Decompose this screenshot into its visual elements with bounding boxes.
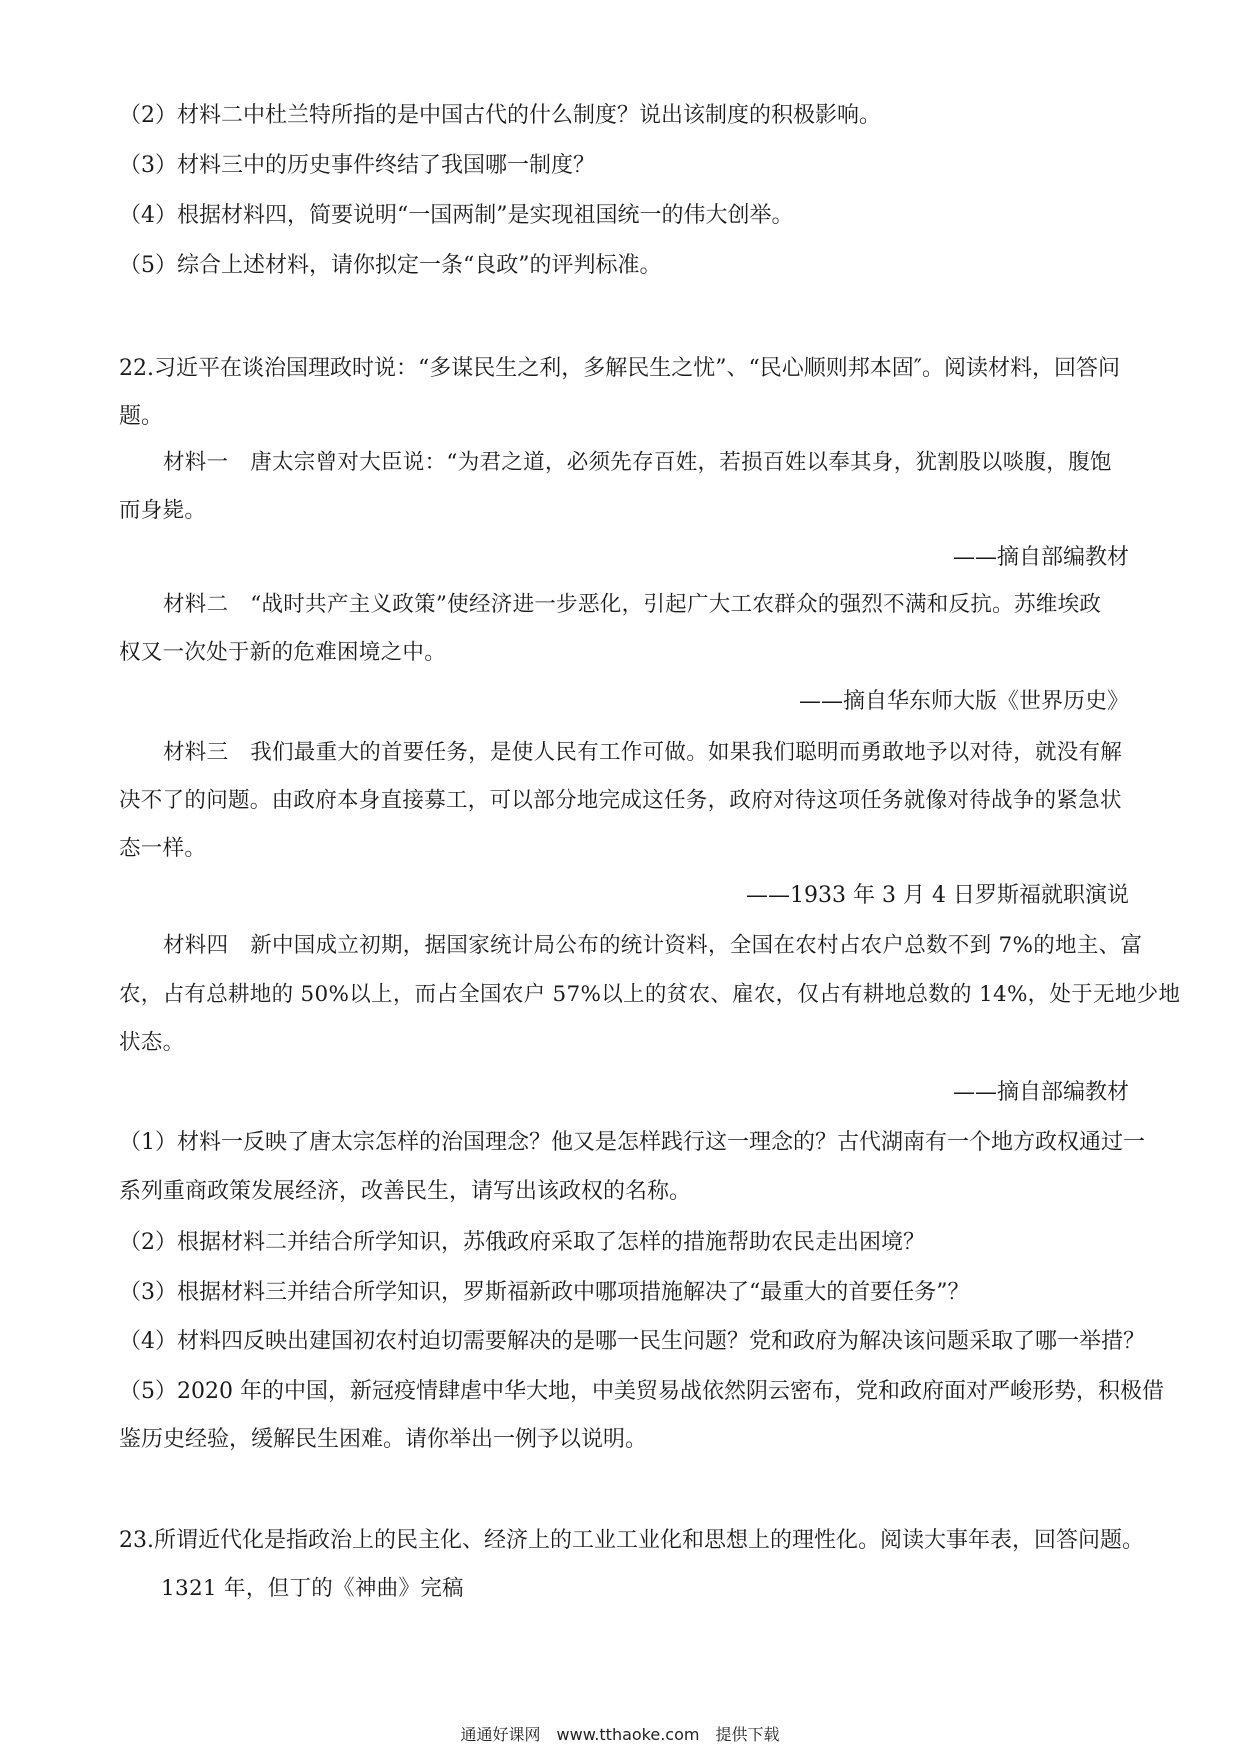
q21-subquestion-4: （4）根据材料四，简要说明“一国两制”是实现祖国统一的伟大创举。 bbox=[119, 203, 794, 228]
q22-material-4-cont: 农，占有总耕地的 50%以上，而占全国农户 57%以上的贫农、雇农，仅占有耕地总数的 14%，处于无地少地 bbox=[119, 982, 1181, 1007]
q22-material-2-source: ——摘自华东师大版《世界历史》 bbox=[798, 689, 1129, 714]
q22-stem-cont: 题。 bbox=[119, 404, 164, 429]
page-footer: 通通好课网 www.tthaoke.com 提供下载 bbox=[460, 1725, 780, 1744]
q21-subquestion-2: （2）材料二中杜兰特所指的是中国古代的什么制度？说出该制度的积极影响。 bbox=[119, 103, 881, 128]
q21-subquestion-3: （3）材料三中的历史事件终结了我国哪一制度？ bbox=[119, 153, 595, 178]
q22-subquestion-5: （5）2020 年的中国，新冠疫情肆虐中华大地，中美贸易战依然阴云密布，党和政府面对严峻形势，积极借 bbox=[119, 1379, 1164, 1404]
q22-material-1: 材料一 唐太宗曾对大臣说：“为君之道，必须先存百姓，若损百姓以奉其身，犹割股以啖腹，腹饱 bbox=[163, 450, 1112, 475]
q22-material-3-cont2: 态一样。 bbox=[119, 836, 207, 861]
q23-event: 1321 年，但丁的《神曲》完稿 bbox=[161, 1576, 464, 1601]
q22-material-2: 材料二 “战时共产主义政策”使经济进一步恶化，引起广大工农群众的强烈不满和反抗。苏维埃政 bbox=[163, 592, 1102, 617]
q22-subquestion-1-cont: 系列重商政策发展经济，改善民生，请写出该政权的名称。 bbox=[119, 1179, 692, 1204]
q22-material-3: 材料三 我们最重大的首要任务，是使人民有工作可做。如果我们聪明而勇敢地予以对待，就没有解 bbox=[163, 740, 1123, 765]
q22-subquestion-1: （1）材料一反映了唐太宗怎样的治国理念？他又是怎样践行这一理念的？古代湖南有一个地方政权通过一 bbox=[119, 1130, 1146, 1155]
q22-material-3-source: ——1933 年 3 月 4 日罗斯福就职演说 bbox=[746, 883, 1129, 908]
q22-subquestion-5-cont: 鉴历史经验，缓解民生困难。请你举出一例予以说明。 bbox=[119, 1427, 648, 1452]
q22-subquestion-3: （3）根据材料三并结合所学知识，罗斯福新政中哪项措施解决了“最重大的首要任务”？ bbox=[119, 1280, 970, 1305]
q21-subquestion-5: （5）综合上述材料，请你拟定一条“良政”的评判标准。 bbox=[119, 253, 662, 278]
q23-stem: 23.所谓近代化是指政治上的民主化、经济上的工业工业化和思想上的理性化。阅读大事年表，回答问题。 bbox=[119, 1528, 1144, 1553]
q22-material-1-source: ——摘自部编教材 bbox=[952, 545, 1129, 570]
q22-subquestion-4: （4）材料四反映出建国初农村迫切需要解决的是哪一民生问题？党和政府为解决该问题采取了哪一举措？ bbox=[119, 1329, 1146, 1354]
q22-material-3-cont: 决不了的问题。由政府本身直接募工，可以部分地完成这任务，政府对待这项任务就像对待战争的紧急状 bbox=[119, 788, 1122, 813]
q22-stem: 22.习近平在谈治国理政时说：“多谋民生之利，多解民生之忧”、“民心顺则邦本固″。阅读材料，回答问 bbox=[119, 356, 1120, 381]
q22-material-4-source: ——摘自部编教材 bbox=[952, 1080, 1129, 1105]
q22-subquestion-2: （2）根据材料二并结合所学知识，苏俄政府采取了怎样的措施帮助农民走出困境？ bbox=[119, 1230, 925, 1255]
q22-material-4: 材料四 新中国成立初期，据国家统计局公布的统计资料，全国在农村占农户总数不到 7%的地主、富 bbox=[163, 933, 1143, 958]
q22-material-1-cont: 而身毙。 bbox=[119, 498, 207, 523]
q22-material-2-cont: 权又一次处于新的危难困境之中。 bbox=[119, 640, 447, 665]
q22-material-4-cont2: 状态。 bbox=[119, 1030, 185, 1055]
